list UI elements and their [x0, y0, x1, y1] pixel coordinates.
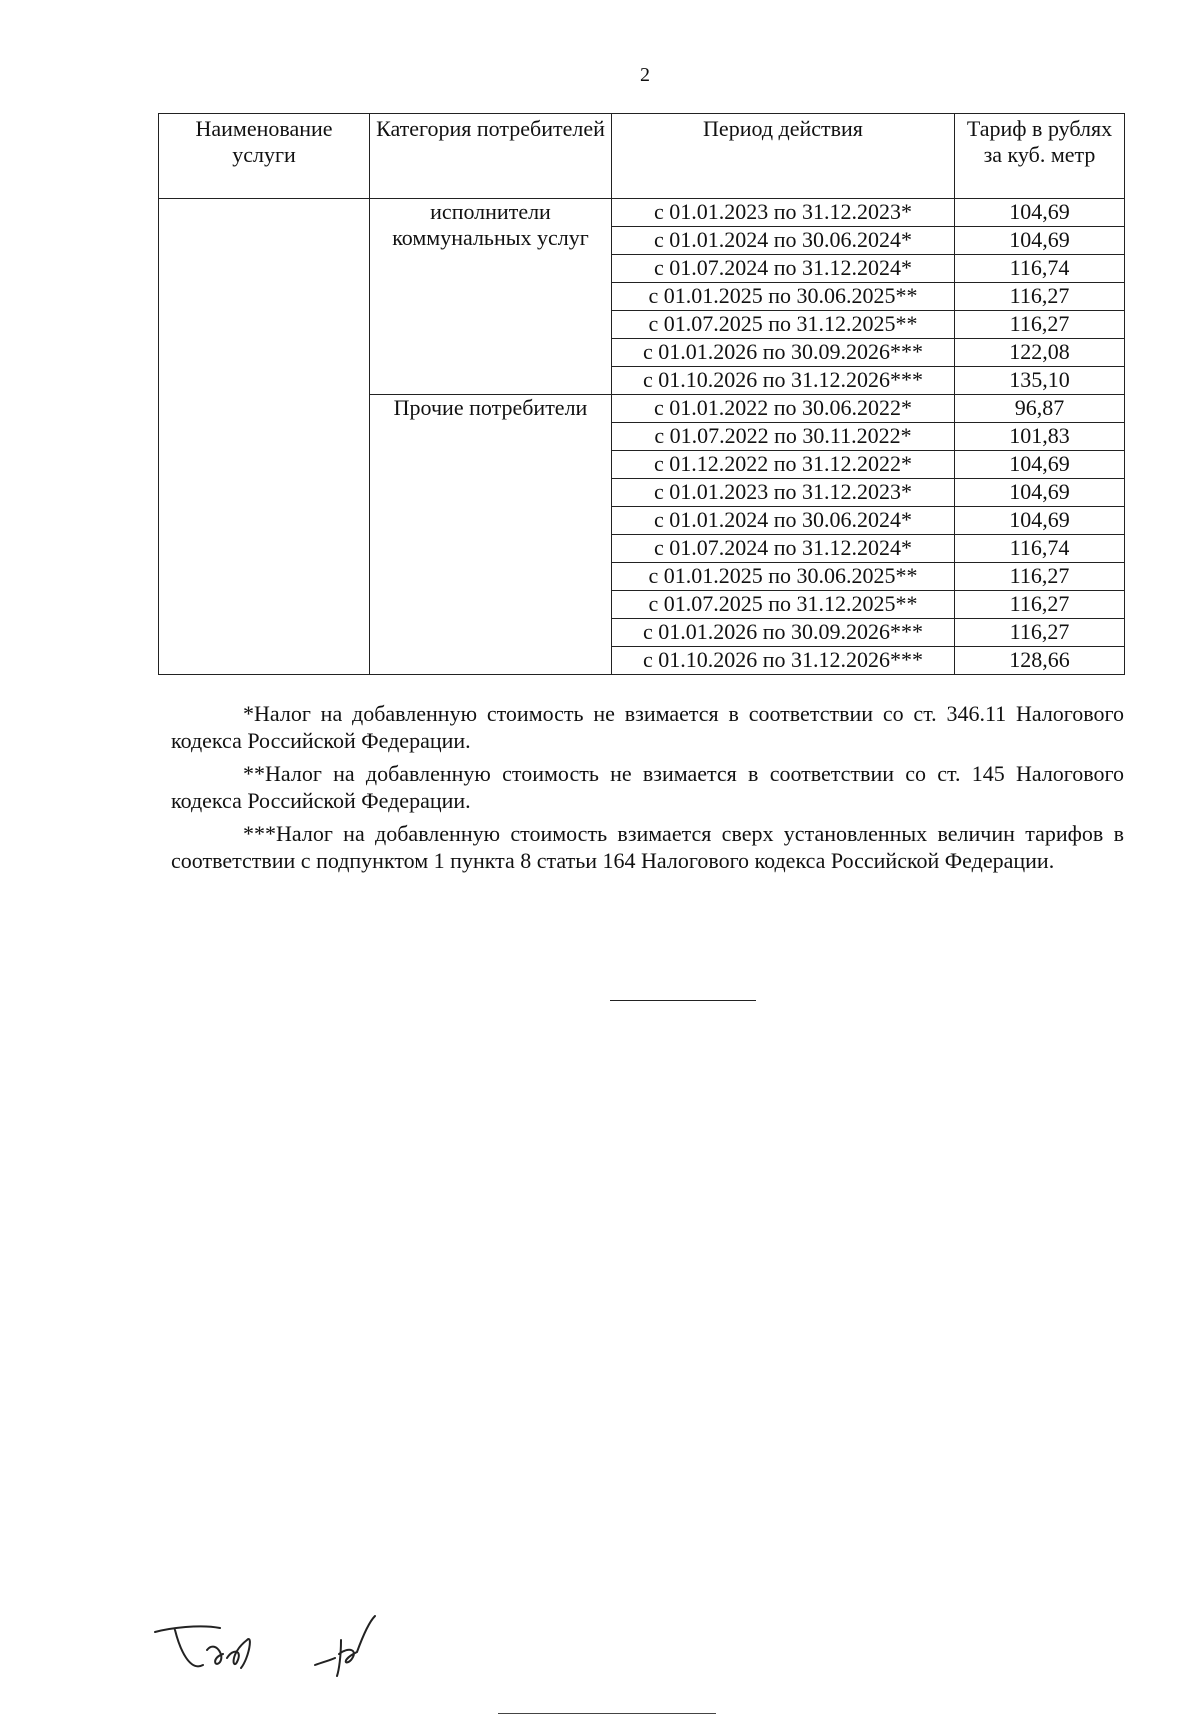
table-body	[159, 199, 1125, 675]
period-cell: с 01.01.2026 по 30.09.2026***	[612, 339, 955, 367]
period-cell: с 01.10.2026 по 31.12.2026***	[612, 367, 955, 395]
tariff-cell: 101,83	[955, 423, 1125, 451]
page-number: 2	[640, 64, 650, 86]
table-header-row	[159, 114, 1125, 199]
period-cell: с 01.01.2023 по 31.12.2023*	[612, 199, 955, 227]
period-cell: с 01.01.2024 по 30.06.2024*	[612, 507, 955, 535]
period-cell: с 01.01.2026 по 30.09.2026***	[612, 619, 955, 647]
tariff-cell: 116,27	[955, 563, 1125, 591]
period-cell: с 01.10.2026 по 31.12.2026***	[612, 647, 955, 675]
handwritten-initials	[145, 1610, 405, 1680]
tariff-cell: 116,27	[955, 591, 1125, 619]
tariff-cell: 116,74	[955, 255, 1125, 283]
period-cell: с 01.01.2024 по 30.06.2024*	[612, 227, 955, 255]
header-tariff: Тариф в рублях за куб. метр	[955, 114, 1125, 199]
period-cell: с 01.01.2025 по 30.06.2025**	[612, 563, 955, 591]
tariff-cell: 116,74	[955, 535, 1125, 563]
tariff-cell: 128,66	[955, 647, 1125, 675]
tariff-cell: 104,69	[955, 227, 1125, 255]
footnote-1: *Налог на добавленную стоимость не взимается в соответствии со ст. 346.11 Налогового кодекса Российской Федерации.	[171, 701, 1124, 753]
period-cell: с 01.07.2024 по 31.12.2024*	[612, 535, 955, 563]
tariff-cell: 116,27	[955, 311, 1125, 339]
tariff-cell: 104,69	[955, 199, 1125, 227]
tariff-cell: 104,69	[955, 451, 1125, 479]
period-cell: с 01.07.2025 по 31.12.2025**	[612, 311, 955, 339]
footnote-3: ***Налог на добавленную стоимость взимается сверх установленных величин тарифов в соответствии с подпунктом 1 пункта 8 статьи 164 Налогового кодекса Российской Федерации.	[171, 821, 1124, 873]
header-period: Период действия	[612, 114, 955, 199]
category-cell: исполнители коммунальных услуг	[370, 199, 612, 395]
footnote-2: **Налог на добавленную стоимость не взимается в соответствии со ст. 145 Налогового кодекса Российской Федерации.	[171, 761, 1124, 813]
period-cell: с 01.07.2024 по 31.12.2024*	[612, 255, 955, 283]
header-category: Категория потребителей	[370, 114, 612, 199]
tariff-cell: 116,27	[955, 619, 1125, 647]
tariff-table	[158, 113, 1125, 675]
period-cell: с 01.07.2022 по 30.11.2022*	[612, 423, 955, 451]
category-cell: Прочие потребители	[370, 395, 612, 675]
period-cell: с 01.01.2022 по 30.06.2022*	[612, 395, 955, 423]
tariff-cell: 104,69	[955, 507, 1125, 535]
period-cell: с 01.01.2025 по 30.06.2025**	[612, 283, 955, 311]
footnotes	[171, 700, 1124, 880]
header-service: Наименование услуги	[159, 114, 370, 199]
period-cell: с 01.07.2025 по 31.12.2025**	[612, 591, 955, 619]
tariff-cell: 122,08	[955, 339, 1125, 367]
bottom-line	[498, 1713, 716, 1714]
period-cell: с 01.12.2022 по 31.12.2022*	[612, 451, 955, 479]
service-name-cell	[159, 199, 370, 675]
tariff-cell: 104,69	[955, 479, 1125, 507]
period-cell: с 01.01.2023 по 31.12.2023*	[612, 479, 955, 507]
tariff-cell: 135,10	[955, 367, 1125, 395]
tariff-cell: 96,87	[955, 395, 1125, 423]
tariff-cell: 116,27	[955, 283, 1125, 311]
table-row	[159, 199, 1125, 227]
end-divider	[610, 1000, 756, 1001]
